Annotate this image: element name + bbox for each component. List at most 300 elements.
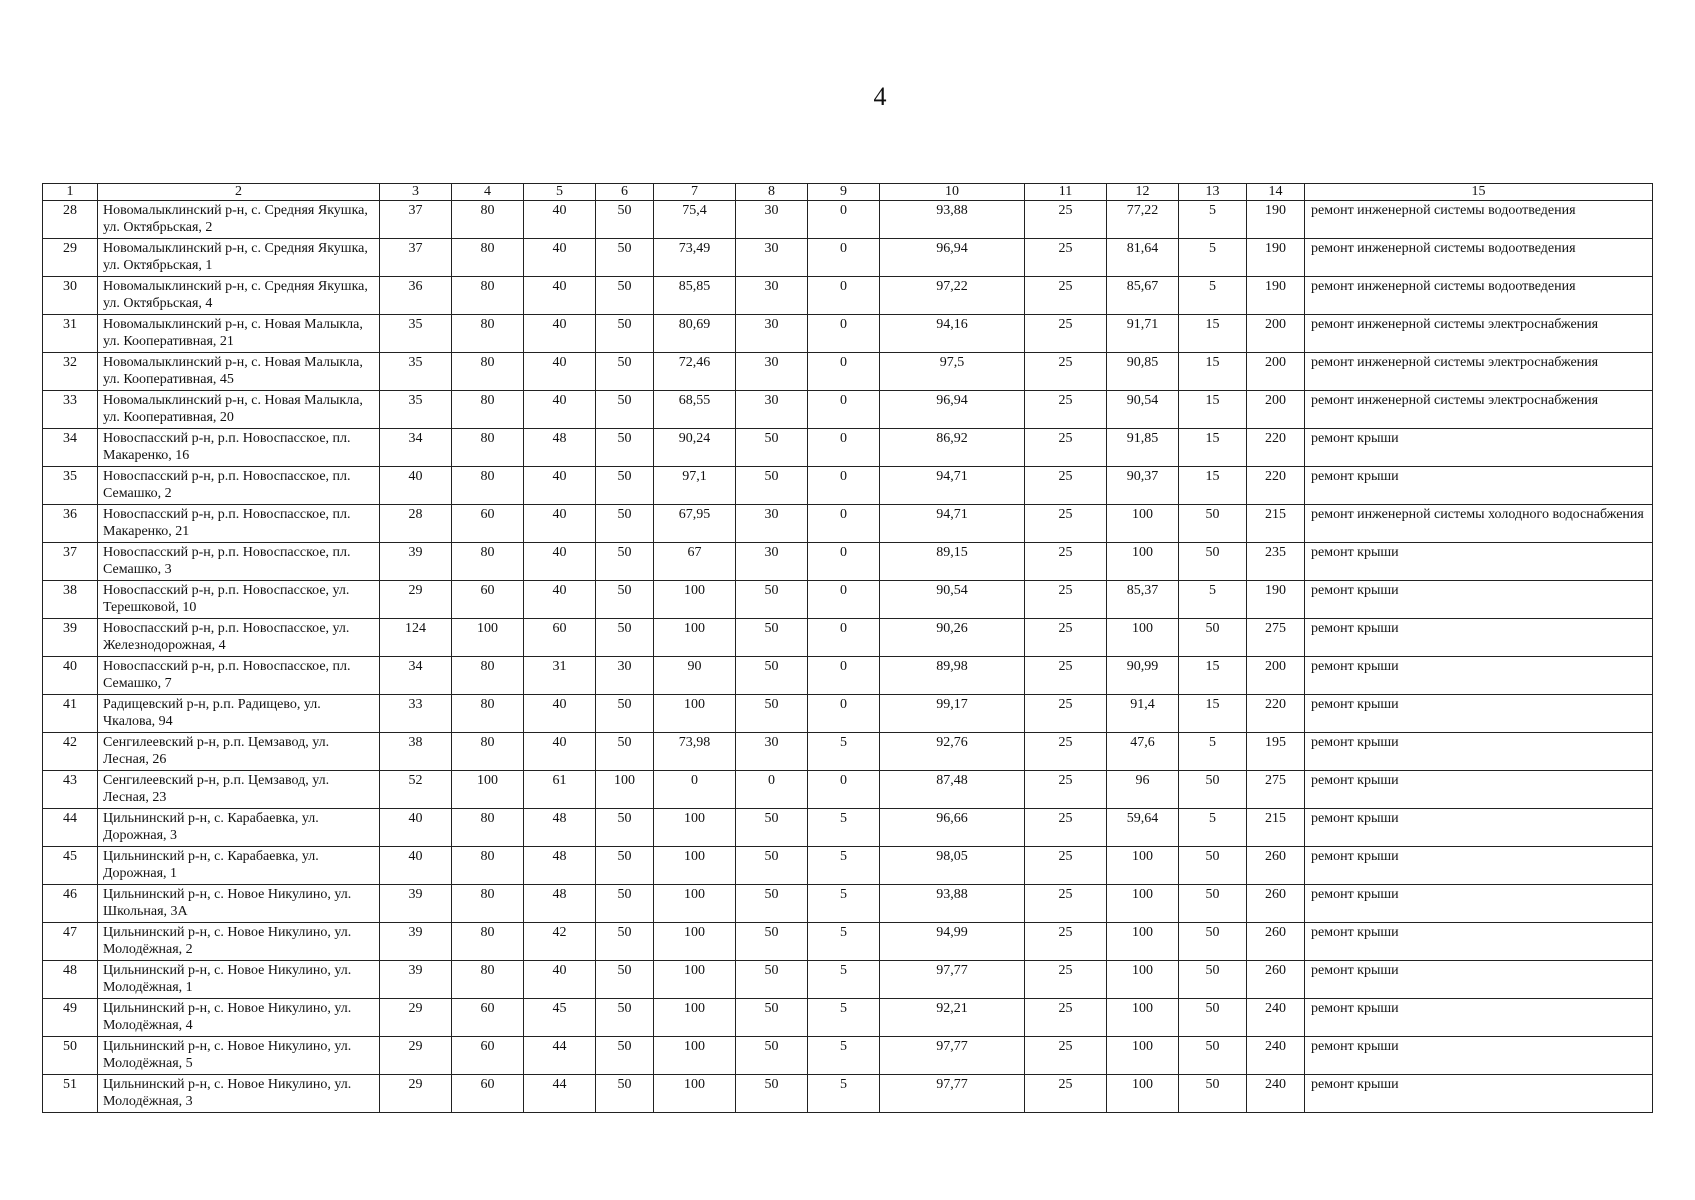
table-row [43, 391, 1653, 429]
value-cell-col-12: 90,54 [1107, 391, 1179, 429]
value-cell-col-11: 25 [1025, 505, 1107, 543]
address-cell: Новоспасский р-н, р.п. Новоспасское, ул. Терешковой, 10 [98, 581, 380, 619]
column-header-5: 5 [524, 184, 596, 201]
value-cell-col-8: 50 [736, 885, 808, 923]
table-row [43, 1075, 1653, 1113]
work-type-cell: ремонт крыши [1305, 885, 1653, 923]
value-cell-col-12: 85,67 [1107, 277, 1179, 315]
value-cell-col-14: 260 [1247, 961, 1305, 999]
value-cell-col-10: 96,66 [880, 809, 1025, 847]
value-cell-col-5: 40 [524, 961, 596, 999]
column-header-8: 8 [736, 184, 808, 201]
table-row [43, 695, 1653, 733]
value-cell-col-12: 59,64 [1107, 809, 1179, 847]
address-cell: Новоспасский р-н, р.п. Новоспасское, пл. Макаренко, 16 [98, 429, 380, 467]
value-cell-col-9: 0 [808, 391, 880, 429]
value-cell-col-11: 25 [1025, 885, 1107, 923]
value-cell-col-8: 50 [736, 467, 808, 505]
table-row [43, 809, 1653, 847]
row-number: 31 [43, 315, 98, 353]
value-cell-col-12: 91,85 [1107, 429, 1179, 467]
value-cell-col-13: 50 [1179, 885, 1247, 923]
table-row [43, 315, 1653, 353]
value-cell-col-14: 200 [1247, 353, 1305, 391]
value-cell-col-13: 50 [1179, 543, 1247, 581]
value-cell-col-9: 5 [808, 733, 880, 771]
column-header-15: 15 [1305, 184, 1653, 201]
work-type-cell: ремонт крыши [1305, 429, 1653, 467]
work-type-cell: ремонт крыши [1305, 619, 1653, 657]
work-type-cell: ремонт инженерной системы электроснабжения [1305, 315, 1653, 353]
value-cell-col-14: 200 [1247, 315, 1305, 353]
value-cell-col-11: 25 [1025, 695, 1107, 733]
value-cell-col-10: 94,71 [880, 467, 1025, 505]
value-cell-col-7: 100 [654, 847, 736, 885]
value-cell-col-10: 97,5 [880, 353, 1025, 391]
table-row [43, 923, 1653, 961]
value-cell-col-7: 80,69 [654, 315, 736, 353]
value-cell-col-10: 93,88 [880, 885, 1025, 923]
value-cell-col-8: 50 [736, 695, 808, 733]
row-number: 36 [43, 505, 98, 543]
value-cell-col-4: 60 [452, 1037, 524, 1075]
value-cell-col-3: 37 [380, 239, 452, 277]
value-cell-col-13: 50 [1179, 771, 1247, 809]
column-header-4: 4 [452, 184, 524, 201]
value-cell-col-5: 44 [524, 1037, 596, 1075]
value-cell-col-8: 50 [736, 429, 808, 467]
address-cell: Новоспасский р-н, р.п. Новоспасское, пл. Макаренко, 21 [98, 505, 380, 543]
value-cell-col-13: 15 [1179, 391, 1247, 429]
value-cell-col-11: 25 [1025, 961, 1107, 999]
value-cell-col-9: 5 [808, 1075, 880, 1113]
row-number: 37 [43, 543, 98, 581]
address-cell: Новомалыклинский р-н, с. Новая Малыкла, ул. Кооперативная, 21 [98, 315, 380, 353]
value-cell-col-12: 100 [1107, 505, 1179, 543]
value-cell-col-10: 98,05 [880, 847, 1025, 885]
value-cell-col-10: 97,77 [880, 961, 1025, 999]
value-cell-col-5: 31 [524, 657, 596, 695]
value-cell-col-12: 100 [1107, 923, 1179, 961]
value-cell-col-4: 100 [452, 771, 524, 809]
value-cell-col-14: 240 [1247, 1075, 1305, 1113]
work-type-cell: ремонт инженерной системы водоотведения [1305, 239, 1653, 277]
work-type-cell: ремонт инженерной системы электроснабжения [1305, 391, 1653, 429]
value-cell-col-7: 100 [654, 581, 736, 619]
value-cell-col-8: 30 [736, 543, 808, 581]
row-number: 48 [43, 961, 98, 999]
value-cell-col-4: 60 [452, 1075, 524, 1113]
value-cell-col-14: 190 [1247, 239, 1305, 277]
value-cell-col-8: 50 [736, 809, 808, 847]
value-cell-col-9: 0 [808, 771, 880, 809]
value-cell-col-8: 30 [736, 239, 808, 277]
table-row [43, 847, 1653, 885]
value-cell-col-14: 215 [1247, 809, 1305, 847]
row-number: 51 [43, 1075, 98, 1113]
value-cell-col-4: 80 [452, 695, 524, 733]
value-cell-col-10: 97,77 [880, 1075, 1025, 1113]
value-cell-col-11: 25 [1025, 543, 1107, 581]
table-row [43, 467, 1653, 505]
value-cell-col-4: 80 [452, 467, 524, 505]
value-cell-col-8: 50 [736, 923, 808, 961]
value-cell-col-13: 5 [1179, 809, 1247, 847]
value-cell-col-11: 25 [1025, 809, 1107, 847]
value-cell-col-8: 30 [736, 733, 808, 771]
address-cell: Цильнинский р-н, с. Новое Никулино, ул. Молодёжная, 3 [98, 1075, 380, 1113]
address-cell: Цильнинский р-н, с. Новое Никулино, ул. Молодёжная, 4 [98, 999, 380, 1037]
table-row [43, 581, 1653, 619]
value-cell-col-9: 0 [808, 315, 880, 353]
value-cell-col-14: 260 [1247, 885, 1305, 923]
value-cell-col-12: 85,37 [1107, 581, 1179, 619]
work-type-cell: ремонт крыши [1305, 809, 1653, 847]
value-cell-col-9: 0 [808, 581, 880, 619]
value-cell-col-4: 80 [452, 543, 524, 581]
value-cell-col-11: 25 [1025, 733, 1107, 771]
value-cell-col-5: 40 [524, 239, 596, 277]
address-cell: Новоспасский р-н, р.п. Новоспасское, ул. Железнодорожная, 4 [98, 619, 380, 657]
value-cell-col-8: 50 [736, 847, 808, 885]
value-cell-col-11: 25 [1025, 847, 1107, 885]
address-cell: Новомалыклинский р-н, с. Средняя Якушка, ул. Октябрьская, 4 [98, 277, 380, 315]
value-cell-col-6: 50 [596, 847, 654, 885]
value-cell-col-7: 85,85 [654, 277, 736, 315]
value-cell-col-9: 0 [808, 695, 880, 733]
value-cell-col-8: 30 [736, 201, 808, 239]
value-cell-col-14: 190 [1247, 581, 1305, 619]
value-cell-col-7: 90 [654, 657, 736, 695]
column-header-14: 14 [1247, 184, 1305, 201]
value-cell-col-12: 100 [1107, 1037, 1179, 1075]
column-header-12: 12 [1107, 184, 1179, 201]
value-cell-col-12: 90,85 [1107, 353, 1179, 391]
address-cell: Цильнинский р-н, с. Карабаевка, ул. Дорожная, 3 [98, 809, 380, 847]
row-number: 43 [43, 771, 98, 809]
value-cell-col-8: 30 [736, 353, 808, 391]
value-cell-col-5: 40 [524, 277, 596, 315]
value-cell-col-11: 25 [1025, 353, 1107, 391]
value-cell-col-7: 100 [654, 885, 736, 923]
value-cell-col-14: 240 [1247, 1037, 1305, 1075]
row-number: 47 [43, 923, 98, 961]
value-cell-col-9: 0 [808, 429, 880, 467]
value-cell-col-4: 80 [452, 239, 524, 277]
value-cell-col-12: 100 [1107, 961, 1179, 999]
work-type-cell: ремонт крыши [1305, 733, 1653, 771]
value-cell-col-5: 40 [524, 201, 596, 239]
value-cell-col-11: 25 [1025, 771, 1107, 809]
value-cell-col-10: 90,54 [880, 581, 1025, 619]
value-cell-col-5: 40 [524, 505, 596, 543]
value-cell-col-7: 68,55 [654, 391, 736, 429]
table-row [43, 961, 1653, 999]
value-cell-col-10: 97,77 [880, 1037, 1025, 1075]
value-cell-col-5: 40 [524, 391, 596, 429]
row-number: 39 [43, 619, 98, 657]
value-cell-col-7: 100 [654, 695, 736, 733]
value-cell-col-10: 94,71 [880, 505, 1025, 543]
value-cell-col-5: 48 [524, 847, 596, 885]
value-cell-col-7: 67 [654, 543, 736, 581]
value-cell-col-6: 50 [596, 239, 654, 277]
value-cell-col-11: 25 [1025, 429, 1107, 467]
value-cell-col-14: 260 [1247, 923, 1305, 961]
value-cell-col-13: 50 [1179, 1037, 1247, 1075]
value-cell-col-9: 5 [808, 809, 880, 847]
value-cell-col-7: 90,24 [654, 429, 736, 467]
table-row [43, 733, 1653, 771]
value-cell-col-10: 93,88 [880, 201, 1025, 239]
table-row [43, 619, 1653, 657]
table-row [43, 239, 1653, 277]
address-cell: Цильнинский р-н, с. Новое Никулино, ул. Школьная, 3А [98, 885, 380, 923]
value-cell-col-3: 39 [380, 923, 452, 961]
work-type-cell: ремонт крыши [1305, 961, 1653, 999]
table-row [43, 543, 1653, 581]
value-cell-col-13: 15 [1179, 467, 1247, 505]
value-cell-col-14: 275 [1247, 619, 1305, 657]
value-cell-col-6: 50 [596, 315, 654, 353]
address-cell: Сенгилеевский р-н, р.п. Цемзавод, ул. Лесная, 23 [98, 771, 380, 809]
value-cell-col-9: 0 [808, 467, 880, 505]
value-cell-col-8: 30 [736, 391, 808, 429]
table-row [43, 201, 1653, 239]
value-cell-col-6: 50 [596, 277, 654, 315]
row-number: 49 [43, 999, 98, 1037]
row-number: 46 [43, 885, 98, 923]
value-cell-col-3: 52 [380, 771, 452, 809]
value-cell-col-11: 25 [1025, 923, 1107, 961]
address-cell: Новоспасский р-н, р.п. Новоспасское, пл. Семашко, 2 [98, 467, 380, 505]
value-cell-col-3: 39 [380, 885, 452, 923]
address-cell: Цильнинский р-н, с. Карабаевка, ул. Дорожная, 1 [98, 847, 380, 885]
value-cell-col-9: 0 [808, 657, 880, 695]
value-cell-col-12: 100 [1107, 999, 1179, 1037]
row-number: 32 [43, 353, 98, 391]
value-cell-col-10: 94,99 [880, 923, 1025, 961]
address-cell: Цильнинский р-н, с. Новое Никулино, ул. Молодёжная, 2 [98, 923, 380, 961]
value-cell-col-10: 89,98 [880, 657, 1025, 695]
row-number: 33 [43, 391, 98, 429]
value-cell-col-6: 50 [596, 467, 654, 505]
value-cell-col-9: 5 [808, 961, 880, 999]
value-cell-col-12: 47,6 [1107, 733, 1179, 771]
value-cell-col-10: 96,94 [880, 239, 1025, 277]
row-number: 34 [43, 429, 98, 467]
value-cell-col-12: 100 [1107, 543, 1179, 581]
value-cell-col-3: 40 [380, 847, 452, 885]
value-cell-col-14: 200 [1247, 657, 1305, 695]
value-cell-col-5: 61 [524, 771, 596, 809]
value-cell-col-8: 50 [736, 1075, 808, 1113]
value-cell-col-3: 36 [380, 277, 452, 315]
table-row [43, 429, 1653, 467]
value-cell-col-8: 30 [736, 277, 808, 315]
value-cell-col-13: 15 [1179, 429, 1247, 467]
value-cell-col-4: 80 [452, 277, 524, 315]
value-cell-col-6: 50 [596, 809, 654, 847]
value-cell-col-4: 80 [452, 923, 524, 961]
value-cell-col-14: 220 [1247, 467, 1305, 505]
column-header-13: 13 [1179, 184, 1247, 201]
value-cell-col-9: 0 [808, 619, 880, 657]
value-cell-col-11: 25 [1025, 999, 1107, 1037]
column-header-6: 6 [596, 184, 654, 201]
value-cell-col-12: 91,4 [1107, 695, 1179, 733]
table-row [43, 1037, 1653, 1075]
table-row [43, 505, 1653, 543]
value-cell-col-14: 190 [1247, 201, 1305, 239]
value-cell-col-3: 39 [380, 543, 452, 581]
work-type-cell: ремонт крыши [1305, 467, 1653, 505]
value-cell-col-13: 50 [1179, 923, 1247, 961]
value-cell-col-3: 35 [380, 315, 452, 353]
value-cell-col-5: 40 [524, 543, 596, 581]
row-number: 45 [43, 847, 98, 885]
value-cell-col-12: 81,64 [1107, 239, 1179, 277]
value-cell-col-3: 38 [380, 733, 452, 771]
value-cell-col-5: 40 [524, 353, 596, 391]
value-cell-col-7: 100 [654, 1037, 736, 1075]
row-number: 35 [43, 467, 98, 505]
work-type-cell: ремонт крыши [1305, 581, 1653, 619]
value-cell-col-9: 5 [808, 1037, 880, 1075]
table-row [43, 353, 1653, 391]
value-cell-col-6: 50 [596, 353, 654, 391]
value-cell-col-14: 195 [1247, 733, 1305, 771]
value-cell-col-8: 30 [736, 505, 808, 543]
value-cell-col-10: 87,48 [880, 771, 1025, 809]
value-cell-col-4: 80 [452, 885, 524, 923]
value-cell-col-5: 42 [524, 923, 596, 961]
value-cell-col-12: 100 [1107, 847, 1179, 885]
value-cell-col-8: 0 [736, 771, 808, 809]
value-cell-col-4: 100 [452, 619, 524, 657]
value-cell-col-12: 100 [1107, 885, 1179, 923]
value-cell-col-9: 5 [808, 847, 880, 885]
column-header-7: 7 [654, 184, 736, 201]
value-cell-col-7: 73,98 [654, 733, 736, 771]
value-cell-col-13: 5 [1179, 277, 1247, 315]
value-cell-col-13: 5 [1179, 239, 1247, 277]
value-cell-col-11: 25 [1025, 1075, 1107, 1113]
value-cell-col-14: 260 [1247, 847, 1305, 885]
value-cell-col-9: 0 [808, 543, 880, 581]
data-table [42, 183, 1653, 1113]
value-cell-col-3: 37 [380, 201, 452, 239]
value-cell-col-13: 50 [1179, 619, 1247, 657]
value-cell-col-7: 72,46 [654, 353, 736, 391]
value-cell-col-4: 80 [452, 809, 524, 847]
value-cell-col-12: 91,71 [1107, 315, 1179, 353]
work-type-cell: ремонт крыши [1305, 847, 1653, 885]
address-cell: Новомалыклинский р-н, с. Новая Малыкла, ул. Кооперативная, 45 [98, 353, 380, 391]
value-cell-col-7: 100 [654, 1075, 736, 1113]
value-cell-col-7: 100 [654, 809, 736, 847]
value-cell-col-5: 40 [524, 733, 596, 771]
value-cell-col-9: 0 [808, 239, 880, 277]
value-cell-col-10: 96,94 [880, 391, 1025, 429]
value-cell-col-8: 50 [736, 961, 808, 999]
column-header-2: 2 [98, 184, 380, 201]
value-cell-col-13: 50 [1179, 961, 1247, 999]
value-cell-col-9: 0 [808, 201, 880, 239]
value-cell-col-6: 50 [596, 1037, 654, 1075]
address-cell: Радищевский р-н, р.п. Радищево, ул. Чкалова, 94 [98, 695, 380, 733]
value-cell-col-13: 15 [1179, 657, 1247, 695]
value-cell-col-4: 60 [452, 581, 524, 619]
value-cell-col-11: 25 [1025, 467, 1107, 505]
value-cell-col-11: 25 [1025, 277, 1107, 315]
address-cell: Новомалыклинский р-н, с. Средняя Якушка, ул. Октябрьская, 2 [98, 201, 380, 239]
value-cell-col-13: 50 [1179, 847, 1247, 885]
value-cell-col-5: 40 [524, 581, 596, 619]
address-cell: Новоспасский р-н, р.п. Новоспасское, пл. Семашко, 7 [98, 657, 380, 695]
value-cell-col-9: 0 [808, 277, 880, 315]
value-cell-col-5: 45 [524, 999, 596, 1037]
value-cell-col-7: 100 [654, 923, 736, 961]
value-cell-col-10: 86,92 [880, 429, 1025, 467]
value-cell-col-11: 25 [1025, 391, 1107, 429]
value-cell-col-4: 80 [452, 961, 524, 999]
value-cell-col-11: 25 [1025, 201, 1107, 239]
value-cell-col-12: 96 [1107, 771, 1179, 809]
address-cell: Новоспасский р-н, р.п. Новоспасское, пл. Семашко, 3 [98, 543, 380, 581]
value-cell-col-3: 40 [380, 467, 452, 505]
value-cell-col-11: 25 [1025, 239, 1107, 277]
value-cell-col-6: 50 [596, 885, 654, 923]
value-cell-col-13: 50 [1179, 999, 1247, 1037]
value-cell-col-6: 50 [596, 733, 654, 771]
table-row [43, 657, 1653, 695]
value-cell-col-4: 80 [452, 733, 524, 771]
value-cell-col-11: 25 [1025, 581, 1107, 619]
value-cell-col-14: 235 [1247, 543, 1305, 581]
value-cell-col-8: 50 [736, 999, 808, 1037]
value-cell-col-4: 80 [452, 429, 524, 467]
value-cell-col-4: 60 [452, 999, 524, 1037]
value-cell-col-3: 29 [380, 999, 452, 1037]
value-cell-col-6: 50 [596, 429, 654, 467]
value-cell-col-9: 0 [808, 505, 880, 543]
address-cell: Цильнинский р-н, с. Новое Никулино, ул. Молодёжная, 5 [98, 1037, 380, 1075]
value-cell-col-3: 29 [380, 1037, 452, 1075]
row-number: 44 [43, 809, 98, 847]
value-cell-col-14: 275 [1247, 771, 1305, 809]
value-cell-col-6: 50 [596, 505, 654, 543]
work-type-cell: ремонт инженерной системы холодного водоснабжения [1305, 505, 1653, 543]
value-cell-col-13: 15 [1179, 315, 1247, 353]
value-cell-col-5: 40 [524, 467, 596, 505]
row-number: 30 [43, 277, 98, 315]
value-cell-col-7: 75,4 [654, 201, 736, 239]
value-cell-col-10: 92,21 [880, 999, 1025, 1037]
value-cell-col-4: 80 [452, 353, 524, 391]
row-number: 29 [43, 239, 98, 277]
work-type-cell: ремонт крыши [1305, 695, 1653, 733]
work-type-cell: ремонт инженерной системы электроснабжения [1305, 353, 1653, 391]
value-cell-col-10: 92,76 [880, 733, 1025, 771]
row-number: 42 [43, 733, 98, 771]
value-cell-col-8: 50 [736, 581, 808, 619]
value-cell-col-10: 97,22 [880, 277, 1025, 315]
value-cell-col-3: 29 [380, 581, 452, 619]
value-cell-col-11: 25 [1025, 619, 1107, 657]
value-cell-col-5: 40 [524, 695, 596, 733]
value-cell-col-7: 73,49 [654, 239, 736, 277]
